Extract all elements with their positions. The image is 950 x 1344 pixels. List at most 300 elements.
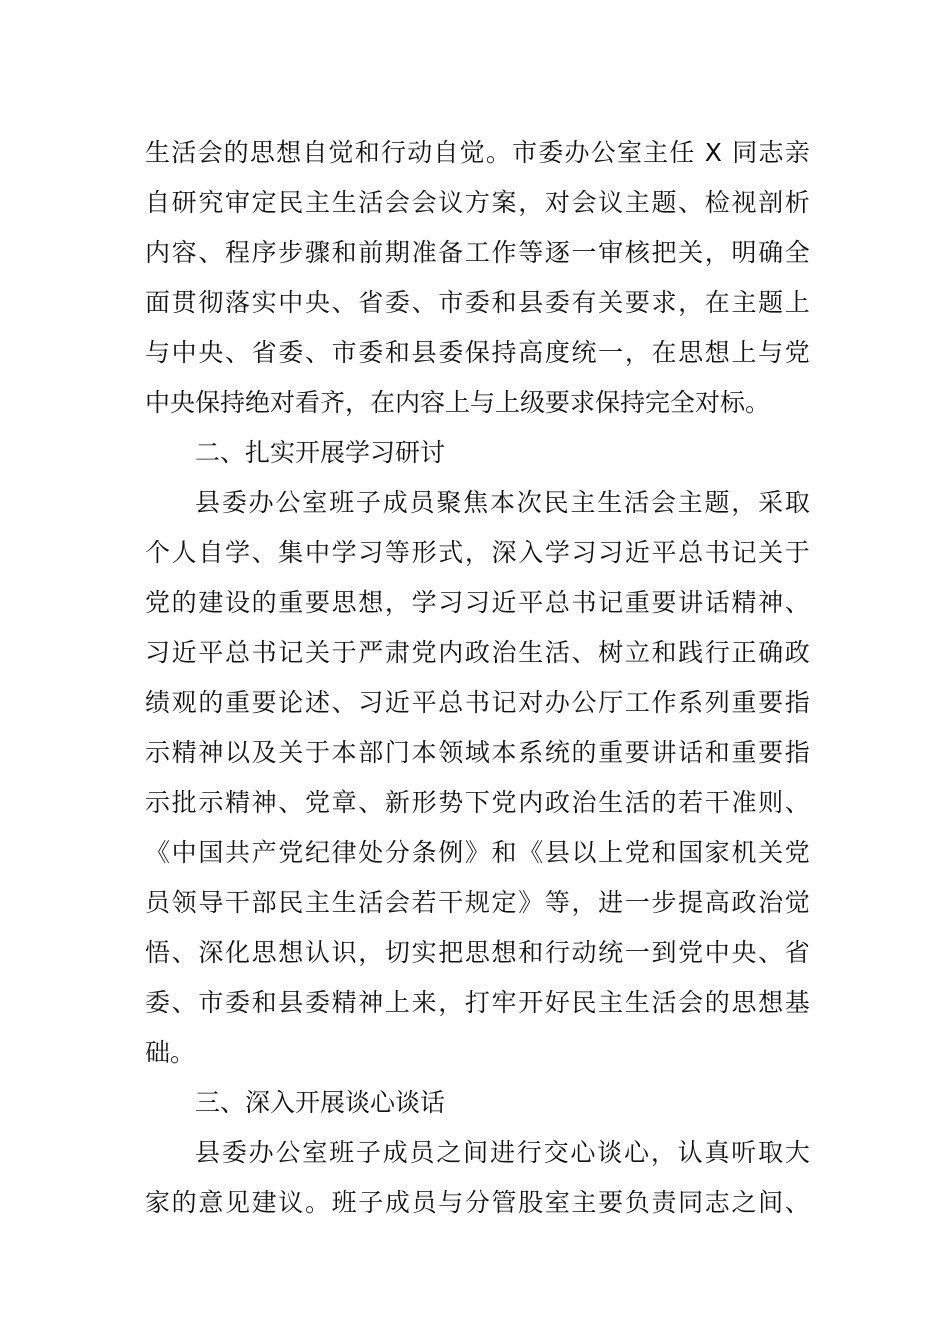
text-char: 县	[544, 838, 570, 867]
text-char: 大	[784, 1138, 810, 1167]
text-char: 党	[784, 338, 810, 367]
text-line	[145, 978, 810, 1028]
text-char: 任	[669, 138, 695, 167]
text-char: 神	[198, 738, 224, 767]
text-char: 成	[384, 1188, 410, 1217]
text-char: 会	[384, 188, 410, 217]
text-char: 列	[704, 688, 730, 717]
text-char: 和	[354, 138, 380, 167]
text-char: 党	[278, 838, 304, 867]
text-char: 全	[784, 238, 810, 267]
text-char: 主	[304, 188, 330, 217]
text-line	[145, 578, 810, 628]
text-char: 高	[518, 338, 544, 367]
text-char: 主	[643, 138, 669, 167]
text-char: 要	[598, 1188, 624, 1217]
text-char: 平	[198, 638, 224, 667]
text-line	[145, 778, 810, 828]
text-char: 示	[145, 788, 171, 817]
text-char: 《	[518, 838, 544, 867]
text-char: 核	[624, 238, 650, 267]
document-body	[145, 128, 810, 1228]
text-char: 政	[544, 788, 570, 817]
text-char: 有	[571, 288, 597, 317]
text-char: ，	[678, 288, 704, 317]
text-char: 产	[251, 838, 277, 867]
text-line	[145, 928, 810, 978]
text-char: 内	[438, 638, 464, 667]
text-line: 中央保持绝对看齐，在内容上与上级要求保持完全对标。	[145, 388, 771, 417]
text-char: 述	[304, 688, 330, 717]
text-char: 实	[411, 938, 437, 967]
text-char: 省	[358, 288, 384, 317]
text-char: 委	[384, 288, 410, 317]
text-char: ，	[731, 488, 757, 517]
text-char: 学	[544, 538, 570, 567]
text-char: 间	[463, 1138, 489, 1167]
text-char: 活	[624, 788, 650, 817]
text-line	[145, 128, 810, 178]
text-char: 和	[251, 988, 277, 1017]
text-char: 定	[251, 188, 277, 217]
text-char: 面	[145, 288, 171, 317]
text-char: 同	[732, 138, 758, 167]
text-char: 悟	[145, 938, 171, 967]
text-char: 容	[171, 238, 197, 267]
text-char: 自	[302, 138, 328, 167]
text-char: 机	[731, 838, 757, 867]
text-char: 实	[251, 288, 277, 317]
text-char: 总	[224, 638, 250, 667]
text-char: 室	[544, 1188, 570, 1217]
text-char: 委	[544, 288, 570, 317]
text-char: 委	[221, 1138, 247, 1167]
text-char: 一	[624, 888, 650, 917]
text-char: 关	[278, 738, 304, 767]
text-char: 批	[171, 788, 197, 817]
text-char: 干	[224, 888, 250, 917]
text-char: 骤	[304, 238, 330, 267]
text-char: 领	[171, 888, 197, 917]
text-char: 中	[171, 338, 197, 367]
text-char: 讲	[678, 588, 704, 617]
text-char: 系	[678, 688, 704, 717]
text-char: 政	[731, 888, 757, 917]
text-char: 本	[411, 738, 437, 767]
text-char: 和	[518, 938, 544, 967]
text-char: 觉	[459, 138, 485, 167]
text-char: 程	[224, 238, 250, 267]
text-char: ，	[464, 538, 490, 567]
text-char: 听	[731, 1138, 757, 1167]
text-char: 人	[171, 538, 197, 567]
text-char: ，	[650, 1138, 676, 1167]
text-char: 生	[598, 788, 624, 817]
text-char: 学	[411, 588, 437, 617]
text-char: 委	[464, 288, 490, 317]
text-char: 检	[704, 188, 730, 217]
text-char: 内	[518, 788, 544, 817]
text-char: 持	[491, 338, 517, 367]
text-char: 神	[358, 988, 384, 1017]
text-char: 、	[358, 788, 384, 817]
text-char: 交	[543, 1138, 569, 1167]
text-char: 记	[491, 688, 517, 717]
text-char: 要	[251, 688, 277, 717]
text-char: 委	[538, 138, 564, 167]
text-char: 要	[624, 738, 650, 767]
text-char: 近	[171, 638, 197, 667]
text-line	[145, 328, 810, 378]
text-char: 审	[598, 238, 624, 267]
text-char: 心	[624, 1138, 650, 1167]
text-char: 子	[355, 1138, 381, 1167]
text-char: 党	[624, 838, 650, 867]
text-char: 基	[784, 988, 810, 1017]
text-line	[145, 728, 810, 778]
text-char: 的	[251, 588, 277, 617]
text-char: 的	[171, 588, 197, 617]
text-char: 形	[411, 788, 437, 817]
text-char: 行	[380, 138, 406, 167]
text-char: 准	[731, 788, 757, 817]
text-char: 、	[784, 1188, 810, 1217]
text-char: 上	[384, 988, 410, 1017]
text-char: 想	[278, 938, 304, 967]
text-char: 干	[704, 788, 730, 817]
text-char: 市	[331, 338, 357, 367]
text-char: 焦	[463, 488, 489, 517]
text-char: 主	[677, 488, 703, 517]
text-char: 治	[758, 888, 784, 917]
text-char: 本	[489, 488, 515, 517]
text-char: 、	[171, 988, 197, 1017]
text-char: 确	[758, 638, 784, 667]
text-char: 高	[704, 888, 730, 917]
text-char: 办	[544, 688, 570, 717]
text-char: 公	[571, 688, 597, 717]
text-char: 认	[304, 938, 330, 967]
text-char: 同	[678, 1188, 704, 1217]
text-char: 统	[544, 738, 570, 767]
text-char: 主	[624, 188, 650, 217]
text-char: 则	[758, 788, 784, 817]
text-char: 要	[304, 588, 330, 617]
text-char: 生	[145, 138, 171, 167]
text-char: 、	[331, 688, 357, 717]
text-char: 领	[438, 738, 464, 767]
text-char: 要	[758, 688, 784, 717]
text-char: 党	[678, 938, 704, 967]
text-char: 央	[198, 338, 224, 367]
text-char: 、	[251, 538, 277, 567]
text-char: 委	[224, 988, 250, 1017]
text-char: ，	[571, 888, 597, 917]
text-char: 示	[198, 788, 224, 817]
text-char: 成	[382, 488, 408, 517]
text-char: 班	[329, 488, 355, 517]
text-char: 思	[678, 338, 704, 367]
text-char: 动	[407, 138, 433, 167]
text-char: 政	[464, 638, 490, 667]
text-line	[145, 1128, 810, 1178]
text-char: 严	[358, 638, 384, 667]
text-line	[145, 228, 810, 278]
text-char: 逐	[544, 238, 570, 267]
text-char: 在	[651, 338, 677, 367]
text-char: 成	[382, 1138, 408, 1167]
text-char: 亲	[784, 138, 810, 167]
text-char: 国	[678, 838, 704, 867]
text-char: 《	[145, 838, 171, 867]
text-char: 和	[331, 238, 357, 267]
text-char: 要	[758, 738, 784, 767]
text-char: 于	[304, 738, 330, 767]
text-char: 办	[564, 138, 590, 167]
text-char: 学	[224, 538, 250, 567]
text-char: 股	[518, 1188, 544, 1217]
text-char: 、	[784, 788, 810, 817]
text-char: 立	[624, 638, 650, 667]
text-char: 指	[784, 688, 810, 717]
text-char: 平	[651, 538, 677, 567]
text-char: 建	[251, 1188, 277, 1217]
text-char: 统	[571, 338, 597, 367]
text-char: 例	[438, 838, 464, 867]
text-char: 、	[278, 788, 304, 817]
text-char: 工	[464, 238, 490, 267]
text-char: 的	[704, 988, 730, 1017]
text-char: 主	[570, 488, 596, 517]
text-char: 治	[491, 638, 517, 667]
text-char: 新	[384, 788, 410, 817]
text-char: 树	[598, 638, 624, 667]
text-char: 记	[731, 538, 757, 567]
text-char: 心	[570, 1138, 596, 1167]
text-char: 志	[758, 138, 784, 167]
text-char: 自	[145, 188, 171, 217]
text-char: 见	[224, 1188, 250, 1217]
text-char: 书	[251, 638, 277, 667]
text-char: 本	[491, 738, 517, 767]
text-char: 民	[543, 488, 569, 517]
text-char: 想	[276, 138, 302, 167]
text-char: 条	[411, 838, 437, 867]
text-char: 等	[384, 538, 410, 567]
text-char: 主	[731, 288, 757, 317]
text-char: 学	[331, 538, 357, 567]
text-char: 主	[598, 988, 624, 1017]
text-line	[145, 628, 810, 678]
text-char: 省	[251, 338, 277, 367]
text-char: 规	[464, 888, 490, 917]
text-char: 想	[358, 588, 384, 617]
text-char: 办	[248, 488, 274, 517]
text-char: 明	[731, 238, 757, 267]
text-char: 工	[624, 688, 650, 717]
text-char: 、	[198, 238, 224, 267]
text-char: 央	[731, 938, 757, 967]
text-char: 以	[224, 738, 250, 767]
text-char: 一	[624, 938, 650, 967]
text-char: 对	[518, 688, 544, 717]
text-char: 子	[355, 488, 381, 517]
text-char: 活	[358, 188, 384, 217]
text-char: 子	[358, 1188, 384, 1217]
text-char: 步	[278, 238, 304, 267]
text-char: 民	[278, 188, 304, 217]
text-char: 记	[598, 588, 624, 617]
text-char: 系	[518, 738, 544, 767]
text-char: 纪	[304, 838, 330, 867]
text-char: 若	[411, 888, 437, 917]
text-line	[145, 478, 810, 528]
text-char: 委	[358, 338, 384, 367]
text-char: 干	[438, 888, 464, 917]
text-char: 和	[704, 738, 730, 767]
text-char: 次	[516, 488, 542, 517]
text-char: 习	[438, 588, 464, 617]
text-char: 员	[145, 888, 171, 917]
text-char: 定	[491, 888, 517, 917]
text-char: 内	[145, 238, 171, 267]
text-char: 中	[278, 288, 304, 317]
text-char: 审	[224, 188, 250, 217]
text-char: 议	[598, 188, 624, 217]
text-char: 题	[651, 188, 677, 217]
text-char: 公	[590, 138, 616, 167]
text-char: 取	[784, 488, 810, 517]
text-char	[696, 128, 704, 178]
text-char: 入	[518, 538, 544, 567]
text-char: 域	[464, 738, 490, 767]
text-char: 关	[678, 238, 704, 267]
text-char: 谈	[597, 1138, 623, 1167]
text-char: 题	[704, 488, 730, 517]
text-char: 精	[731, 588, 757, 617]
text-char: 以	[571, 838, 597, 867]
text-char: 委	[278, 338, 304, 367]
text-char: 话	[704, 588, 730, 617]
text-char: 若	[678, 788, 704, 817]
text-char: 集	[278, 538, 304, 567]
text-char: 期	[384, 238, 410, 267]
text-char: 思	[731, 988, 757, 1017]
text-char: 个	[145, 538, 171, 567]
text-char: 彻	[198, 288, 224, 317]
text-char: 门	[384, 738, 410, 767]
text-char: 案	[491, 188, 517, 217]
text-char: 党	[145, 588, 171, 617]
text-char: 、	[758, 938, 784, 967]
text-char: 作	[651, 688, 677, 717]
text-char: 等	[544, 888, 570, 917]
text-char: 生	[518, 638, 544, 667]
text-char: 自	[198, 538, 224, 567]
text-char: 本	[331, 738, 357, 767]
text-char: 员	[409, 1138, 435, 1167]
text-char: 究	[198, 188, 224, 217]
text-char: 习	[358, 538, 384, 567]
text-char: 与	[758, 338, 784, 367]
text-char: 势	[438, 788, 464, 817]
text-char: 班	[329, 1138, 355, 1167]
text-char: 牢	[491, 988, 517, 1017]
text-char: 深	[198, 938, 224, 967]
text-line	[145, 278, 810, 328]
text-line	[145, 828, 810, 878]
text-line: 二、扎实开展学习研讨	[195, 438, 446, 467]
text-char: 开	[518, 988, 544, 1017]
text-char: 、	[224, 338, 250, 367]
text-char: 书	[571, 588, 597, 617]
text-char: 肃	[384, 638, 410, 667]
text-char: 分	[464, 1188, 490, 1217]
text-char: 思	[331, 588, 357, 617]
text-char: 共	[224, 838, 250, 867]
text-char: 中	[304, 538, 330, 567]
text-char: 神	[251, 788, 277, 817]
text-char: 重	[624, 588, 650, 617]
text-char: 打	[464, 988, 490, 1017]
text-char: 和	[491, 288, 517, 317]
text-char: 会	[678, 988, 704, 1017]
text-char: 步	[651, 888, 677, 917]
text-char: 志	[704, 1188, 730, 1217]
text-char: 县	[195, 488, 221, 517]
text-char: 准	[411, 238, 437, 267]
text-char: 主	[304, 888, 330, 917]
text-char: 县	[411, 338, 437, 367]
text-char: 进	[489, 1138, 515, 1167]
text-char: ，	[438, 988, 464, 1017]
text-char: 近	[624, 538, 650, 567]
text-char: 示	[145, 738, 171, 767]
text-char: 精	[171, 738, 197, 767]
text-char: 分	[384, 838, 410, 867]
text-char: ，	[624, 338, 650, 367]
text-char: 取	[758, 1138, 784, 1167]
text-char: 的	[651, 788, 677, 817]
text-char: 。	[485, 138, 511, 167]
text-char: 关	[758, 838, 784, 867]
text-char: 精	[331, 988, 357, 1017]
text-char: 会	[197, 138, 223, 167]
text-char: 确	[758, 238, 784, 267]
text-char: 生	[331, 888, 357, 917]
text-char: 总	[544, 588, 570, 617]
text-char: 聚	[436, 488, 462, 517]
text-char: 总	[438, 688, 464, 717]
text-char: 》	[518, 888, 544, 917]
text-char: 下	[464, 788, 490, 817]
text-char: 平	[411, 688, 437, 717]
text-char: 讲	[651, 738, 677, 767]
text-char: 到	[651, 938, 677, 967]
text-char: 重	[224, 688, 250, 717]
text-char: 章	[331, 788, 357, 817]
text-char: 之	[436, 1138, 462, 1167]
text-char: 统	[598, 938, 624, 967]
text-char: 习	[145, 638, 171, 667]
text-char: 前	[358, 238, 384, 267]
text-char: 动	[571, 938, 597, 967]
text-char: 会	[571, 188, 597, 217]
text-char: 来	[411, 988, 437, 1017]
text-char: 》	[464, 838, 490, 867]
text-char: 进	[598, 888, 624, 917]
text-char: 的	[198, 688, 224, 717]
